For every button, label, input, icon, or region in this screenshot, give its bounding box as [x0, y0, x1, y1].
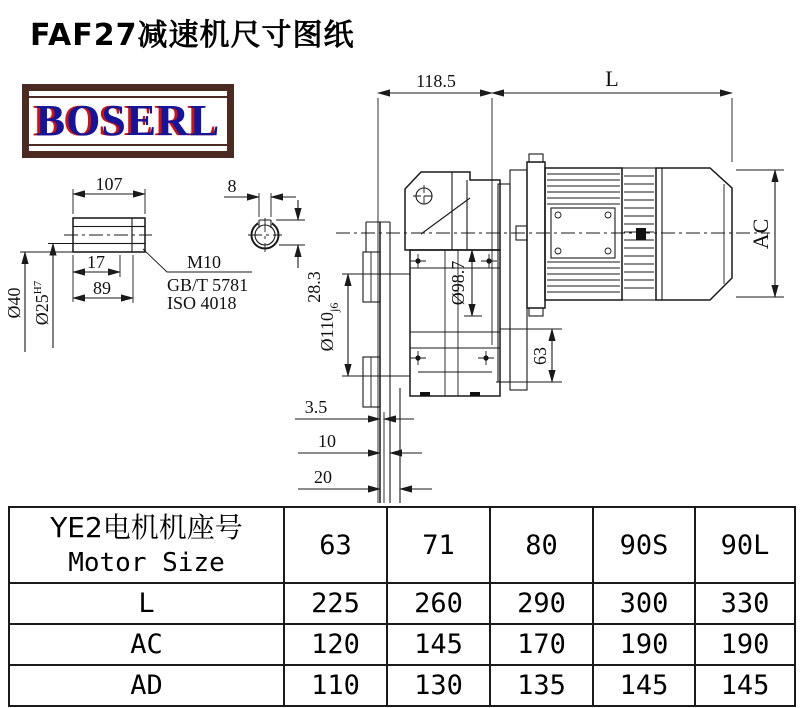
value-L-63: 225 — [284, 583, 387, 624]
dim-text-8: 8 — [227, 176, 237, 196]
value-AC-90s: 190 — [593, 624, 695, 665]
value-L-90s: 300 — [593, 583, 695, 624]
main-view-drawing — [295, 66, 784, 503]
fan-cowl — [656, 168, 732, 300]
table-row-AD — [9, 665, 795, 706]
dim-motor-length — [492, 66, 732, 93]
motor-size-header-cn: YE2电机机座号 — [50, 511, 243, 544]
row-label-AD: AD — [9, 665, 284, 706]
value-AD-90l: 145 — [695, 665, 795, 706]
dimension-table — [8, 506, 796, 707]
dim-text-dia110: $Ø110_{j6}$ — [317, 302, 341, 352]
value-AD-80: 135 — [490, 665, 593, 706]
thread-text-iso: ISO 4018 — [167, 293, 237, 313]
col-header-71: 71 — [387, 507, 490, 583]
value-L-90l: 330 — [695, 583, 795, 624]
thread-text-gb: GB/T 5781 — [167, 275, 249, 295]
dim-text-L: L — [605, 66, 619, 91]
dim-text-89: 89 — [93, 278, 111, 298]
dim-pilot-diameter — [317, 274, 390, 376]
dim-axis-height — [496, 329, 562, 382]
motor-body — [527, 154, 732, 316]
value-AD-90s: 145 — [593, 665, 695, 706]
table-row-AC — [9, 624, 795, 665]
value-AC-90l: 190 — [695, 624, 795, 665]
shaft-detail-drawing — [4, 174, 324, 352]
row-label-L: L — [9, 583, 284, 624]
output-flange — [363, 222, 410, 503]
col-header-90l: 90L — [695, 507, 795, 583]
dim-motor-height — [736, 170, 784, 297]
dim-text-118-5: 118.5 — [416, 71, 456, 91]
value-AC-71: 145 — [387, 624, 490, 665]
brand-logo-text: BOSERL — [35, 95, 221, 145]
dim-text-AC: AC — [748, 218, 773, 250]
dim-front-length — [378, 71, 492, 93]
dim-text-3-5: 3.5 — [304, 397, 328, 417]
dim-text-17: 17 — [87, 252, 105, 272]
value-L-80: 290 — [490, 583, 593, 624]
thread-note — [143, 249, 252, 313]
dim-flange-offsets — [295, 397, 432, 489]
value-AC-63: 120 — [284, 624, 387, 665]
thread-text-m10: M10 — [186, 252, 222, 272]
dim-case-diameter — [448, 250, 482, 316]
table-row-L — [9, 583, 795, 624]
dim-keyway-depth — [276, 200, 324, 303]
dim-text-dia25: $Ø25^{H7}$ — [32, 280, 52, 326]
motor-size-header-cell — [9, 507, 284, 583]
row-label-AC: AC — [9, 624, 284, 665]
dim-shaft-diameters — [4, 244, 73, 353]
page-title: FAF27减速机尺寸图纸 — [30, 18, 355, 53]
col-header-90s: 90S — [593, 507, 695, 583]
dim-key-width — [224, 176, 296, 217]
dim-shaft-total-length — [73, 174, 145, 214]
value-AD-63: 110 — [284, 665, 387, 706]
dim-text-28-3: 28.3 — [304, 271, 324, 303]
dim-text-107: 107 — [95, 174, 123, 194]
col-header-63: 63 — [284, 507, 387, 583]
dim-text-10: 10 — [318, 431, 336, 451]
col-header-80: 80 — [490, 507, 593, 583]
motor-size-header-en: Motor Size — [68, 548, 225, 578]
value-L-71: 260 — [387, 583, 490, 624]
dim-shaft-partial-lengths — [73, 252, 133, 303]
dim-text-98-7: Ø98.7 — [448, 260, 468, 306]
dim-text-63: 63 — [530, 347, 550, 365]
dim-text-20: 20 — [314, 467, 332, 487]
dim-text-dia40: Ø40 — [4, 287, 24, 319]
value-AC-80: 170 — [490, 624, 593, 665]
value-AD-71: 130 — [387, 665, 490, 706]
motor-adapter — [498, 170, 527, 390]
shaft-cross-section — [248, 217, 282, 252]
